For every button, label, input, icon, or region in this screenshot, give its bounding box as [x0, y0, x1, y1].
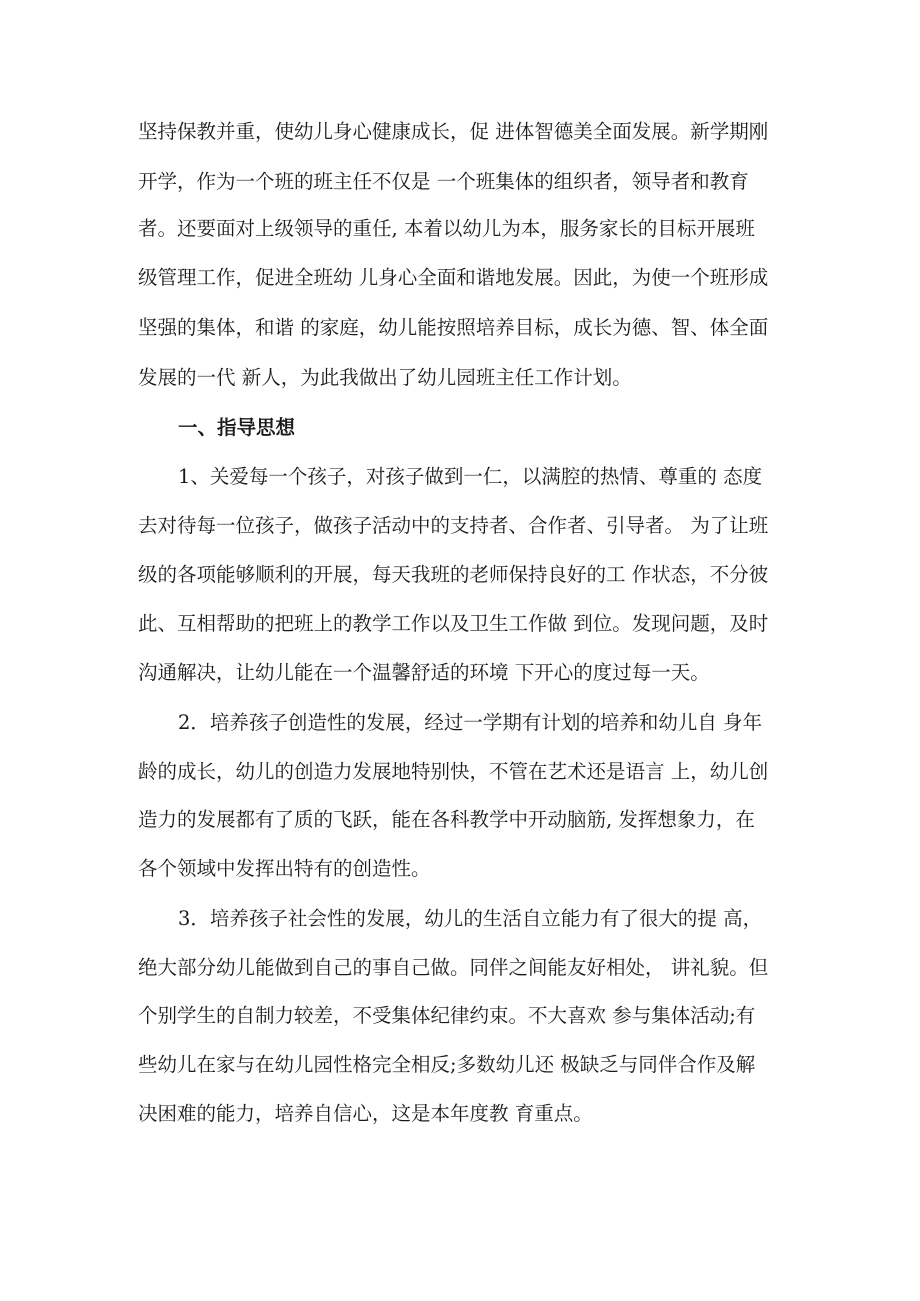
- item-3-line-5: 决困难的能力，培养自信心，这是本年度教 育重点。: [138, 1102, 593, 1125]
- item-2-line-3: 造力的发展都有了质的飞跃，能在各科教学中开动脑筋, 发挥想象力，在: [138, 808, 755, 831]
- item-1-line-3: 级的各项能够顺利的开展，每天我班的老师保持良好的工 作状态，不分彼: [138, 563, 769, 586]
- item-1-line-5: 沟通解决，让幼儿能在一个温馨舒适的环境 下开心的度过每一天。: [138, 661, 710, 684]
- item-2-line-1: 2．培养孩子创造性的发展，经过一学期有计划的培养和幼儿自 身年: [178, 711, 763, 734]
- section-heading: 一、指导思想: [178, 416, 296, 439]
- intro-line-2: 开学，作为一个班的班主任不仅是 一个班集体的组织者，领导者和教育: [138, 170, 749, 193]
- item-3-line-3: 个别学生的自制力较差，不受集体纪律约束。不大喜欢 参与集体活动;有: [138, 1004, 756, 1027]
- intro-line-6: 发展的一代 新人，为此我做出了幼儿园班主任工作计划。: [138, 366, 632, 389]
- intro-line-3: 者。还要面对上级领导的重任, 本着以幼儿为本，服务家长的目标开展班: [138, 217, 755, 240]
- item-3-line-4: 些幼儿在家与在幼儿园性格完全相反;多数幼儿还 极缺乏与同伴合作及解: [138, 1053, 756, 1076]
- item-1-line-4: 此、互相帮助的把班上的教学工作以及卫生工作做 到位。发现问题，及时: [138, 612, 769, 635]
- item-3-line-2: 绝大部分幼儿能做到自己的事自己做。同伴之间能友好相处， 讲礼貌。但: [138, 956, 769, 979]
- item-1-line-2: 去对待每一位孩子，做孩子活动中的支持者、合作者、引导者。 为了让班: [138, 514, 769, 537]
- item-1-line-1: 1、关爱每一个孩子，对孩子做到一仁，以满腔的热情、尊重的 态度: [178, 465, 763, 488]
- intro-line-1: 坚持保教并重，使幼儿身心健康成长，促 进体智德美全面发展。新学期刚: [138, 120, 769, 143]
- item-3-line-1: 3．培养孩子社会性的发展，幼儿的生活自立能力有了很大的提 高，: [178, 907, 763, 930]
- item-2-line-2: 龄的成长，幼儿的创造力发展地特别快，不管在艺术还是语言 上，幼儿创: [138, 760, 769, 783]
- intro-line-4: 级管理工作，促进全班幼 儿身心全面和谐地发展。因此，为使一个班形成: [138, 266, 769, 289]
- item-2-line-4: 各个领域中发挥出特有的创造性。: [138, 857, 431, 880]
- intro-line-5: 坚强的集体，和谐 的家庭，幼儿能按照培养目标，成长为德、智、体全面: [138, 316, 769, 339]
